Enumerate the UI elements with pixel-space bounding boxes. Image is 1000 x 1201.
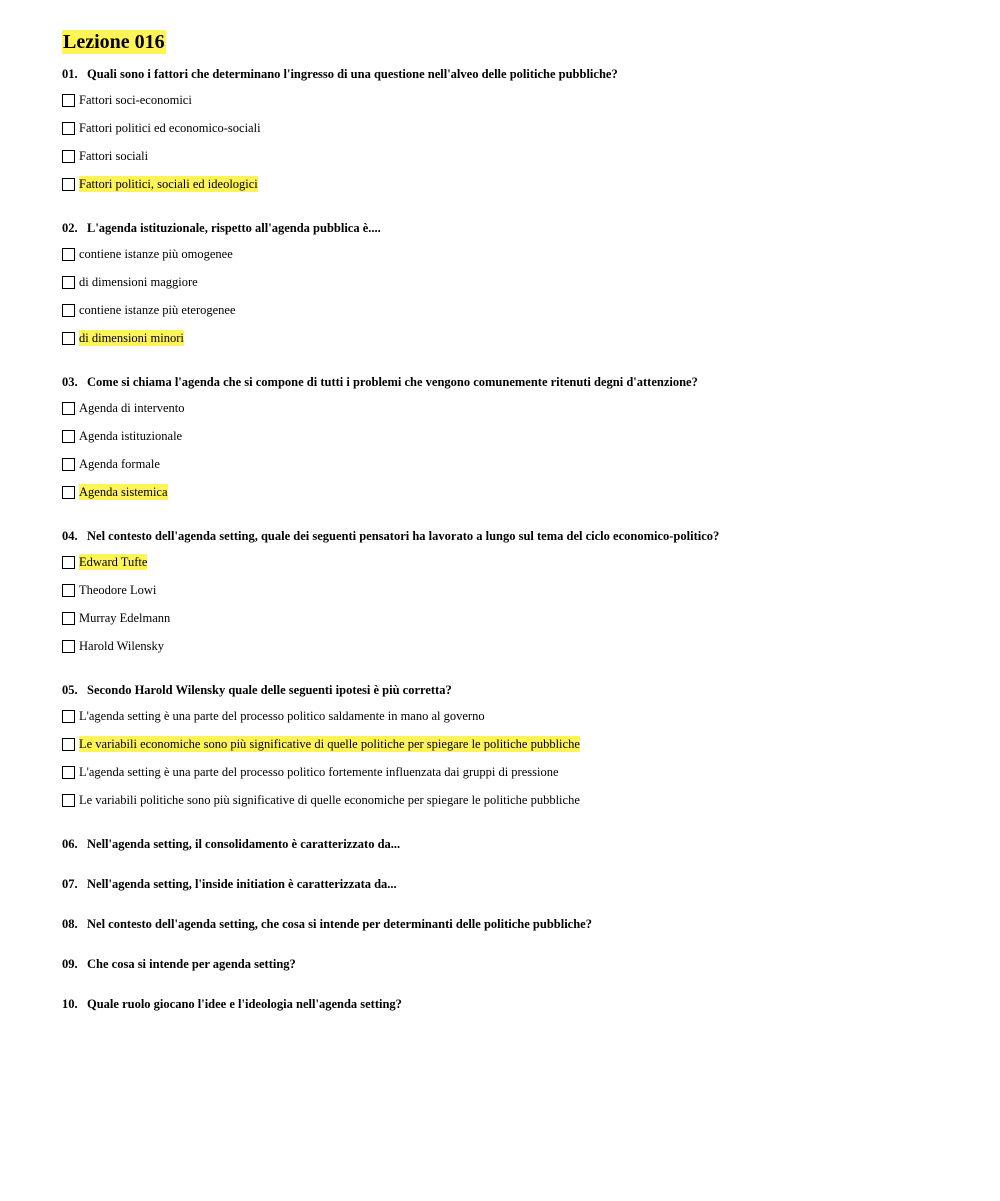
- question-9: [62, 956, 962, 984]
- question-number: 02.: [62, 221, 78, 235]
- answer-option[interactable]: [62, 450, 962, 478]
- answer-label: L'agenda setting è una parte del processo politico fortemente influenzata dai gruppi di pressione: [79, 765, 559, 779]
- answer-option[interactable]: [62, 86, 962, 114]
- answer-option[interactable]: [62, 394, 962, 422]
- checkbox-icon[interactable]: [62, 94, 75, 107]
- checkbox-icon[interactable]: [62, 248, 75, 261]
- question-prompt: Quale ruolo giocano l'idee e l'ideologia nell'agenda setting?: [87, 997, 402, 1011]
- checkbox-icon[interactable]: [62, 122, 75, 135]
- question-text: [62, 836, 962, 852]
- checkbox-icon[interactable]: [62, 276, 75, 289]
- question-text: [62, 220, 962, 236]
- answer-option[interactable]: [62, 324, 962, 352]
- checkbox-icon[interactable]: [62, 584, 75, 597]
- answer-option[interactable]: [62, 170, 962, 198]
- answer-label: Theodore Lowi: [79, 583, 157, 597]
- question-prompt: Nell'agenda setting, l'inside initiation è caratterizzata da...: [87, 877, 397, 891]
- question-text: [62, 66, 962, 82]
- checkbox-icon[interactable]: [62, 766, 75, 779]
- question-8: [62, 916, 962, 944]
- question-text: [62, 996, 962, 1012]
- question-list: [62, 66, 962, 1024]
- answer-label: Harold Wilensky: [79, 639, 165, 653]
- answer-options: [62, 394, 962, 506]
- answer-option[interactable]: [62, 268, 962, 296]
- answer-option[interactable]: [62, 422, 962, 450]
- answer-label: L'agenda setting è una parte del processo politico saldamente in mano al governo: [79, 709, 485, 723]
- answer-options: [62, 702, 962, 814]
- question-number: 05.: [62, 683, 78, 697]
- question-prompt: Quali sono i fattori che determinano l'ingresso di una questione nell'alveo delle politiche pubbliche?: [87, 67, 618, 81]
- question-text: [62, 682, 962, 698]
- question-prompt: Nel contesto dell'agenda setting, quale dei seguenti pensatori ha lavorato a lungo sul tema del ciclo economico-politico?: [87, 529, 720, 543]
- answer-options: [62, 240, 962, 352]
- question-number: 01.: [62, 67, 78, 81]
- document-page: [62, 30, 962, 1024]
- question-number: 09.: [62, 957, 78, 971]
- checkbox-icon[interactable]: [62, 430, 75, 443]
- answer-label: contiene istanze più eterogenee: [79, 303, 236, 317]
- checkbox-icon[interactable]: [62, 304, 75, 317]
- question-4: [62, 528, 962, 670]
- question-text: [62, 528, 962, 544]
- question-1: [62, 66, 962, 208]
- question-number: 04.: [62, 529, 78, 543]
- answer-label: contiene istanze più omogenee: [79, 247, 233, 261]
- question-2: [62, 220, 962, 362]
- checkbox-icon[interactable]: [62, 458, 75, 471]
- correct-answer-label: Fattori politici, sociali ed ideologici: [79, 177, 258, 191]
- answer-option[interactable]: [62, 114, 962, 142]
- checkbox-icon[interactable]: [62, 486, 75, 499]
- answer-options: [62, 548, 962, 660]
- checkbox-icon[interactable]: [62, 710, 75, 723]
- answer-label: Murray Edelmann: [79, 611, 171, 625]
- checkbox-icon[interactable]: [62, 794, 75, 807]
- answer-option[interactable]: [62, 632, 962, 660]
- question-number: 07.: [62, 877, 78, 891]
- question-number: 03.: [62, 375, 78, 389]
- answer-label: Fattori sociali: [79, 149, 149, 163]
- checkbox-icon[interactable]: [62, 556, 75, 569]
- question-10: [62, 996, 962, 1024]
- question-text: [62, 876, 962, 892]
- answer-option[interactable]: [62, 296, 962, 324]
- question-prompt: Nel contesto dell'agenda setting, che cosa si intende per determinanti delle politiche pubbliche?: [87, 917, 592, 931]
- answer-option[interactable]: [62, 730, 962, 758]
- answer-option[interactable]: [62, 240, 962, 268]
- checkbox-icon[interactable]: [62, 178, 75, 191]
- question-text: [62, 916, 962, 932]
- answer-option[interactable]: [62, 604, 962, 632]
- question-number: 10.: [62, 997, 78, 1011]
- answer-option[interactable]: [62, 142, 962, 170]
- answer-option[interactable]: [62, 576, 962, 604]
- answer-label: Agenda di intervento: [79, 401, 185, 415]
- answer-label: Agenda istituzionale: [79, 429, 183, 443]
- question-text: [62, 374, 962, 390]
- question-prompt: Nell'agenda setting, il consolidamento è caratterizzato da...: [87, 837, 401, 851]
- correct-answer-label: Agenda sistemica: [79, 485, 168, 499]
- answer-label: di dimensioni maggiore: [79, 275, 198, 289]
- question-number: 08.: [62, 917, 78, 931]
- question-7: [62, 876, 962, 904]
- correct-answer-label: di dimensioni minori: [79, 331, 184, 345]
- checkbox-icon[interactable]: [62, 640, 75, 653]
- question-5: [62, 682, 962, 824]
- correct-answer-label: Edward Tufte: [79, 555, 148, 569]
- question-3: [62, 374, 962, 516]
- checkbox-icon[interactable]: [62, 738, 75, 751]
- question-prompt: Che cosa si intende per agenda setting?: [87, 957, 296, 971]
- answer-option[interactable]: [62, 478, 962, 506]
- checkbox-icon[interactable]: [62, 612, 75, 625]
- answer-options: [62, 86, 962, 198]
- answer-label: Fattori soci-economici: [79, 93, 192, 107]
- question-text: [62, 956, 962, 972]
- checkbox-icon[interactable]: [62, 332, 75, 345]
- question-6: [62, 836, 962, 864]
- answer-option[interactable]: [62, 758, 962, 786]
- page-title: Lezione 016: [63, 31, 165, 53]
- answer-option[interactable]: [62, 786, 962, 814]
- checkbox-icon[interactable]: [62, 402, 75, 415]
- question-number: 06.: [62, 837, 78, 851]
- question-prompt: Secondo Harold Wilensky quale delle seguenti ipotesi è più corretta?: [87, 683, 452, 697]
- answer-label: Le variabili politiche sono più significative di quelle economiche per spiegare le politiche pubbliche: [79, 793, 580, 807]
- answer-option[interactable]: [62, 548, 962, 576]
- answer-option[interactable]: [62, 702, 962, 730]
- question-prompt: Come si chiama l'agenda che si compone di tutti i problemi che vengono comunemente ritenuti degni d'attenzione?: [87, 375, 698, 389]
- answer-label: Fattori politici ed economico-sociali: [79, 121, 261, 135]
- question-prompt: L'agenda istituzionale, rispetto all'agenda pubblica è....: [87, 221, 381, 235]
- checkbox-icon[interactable]: [62, 150, 75, 163]
- correct-answer-label: Le variabili economiche sono più significative di quelle politiche per spiegare le politiche pubbliche: [79, 737, 580, 751]
- answer-label: Agenda formale: [79, 457, 160, 471]
